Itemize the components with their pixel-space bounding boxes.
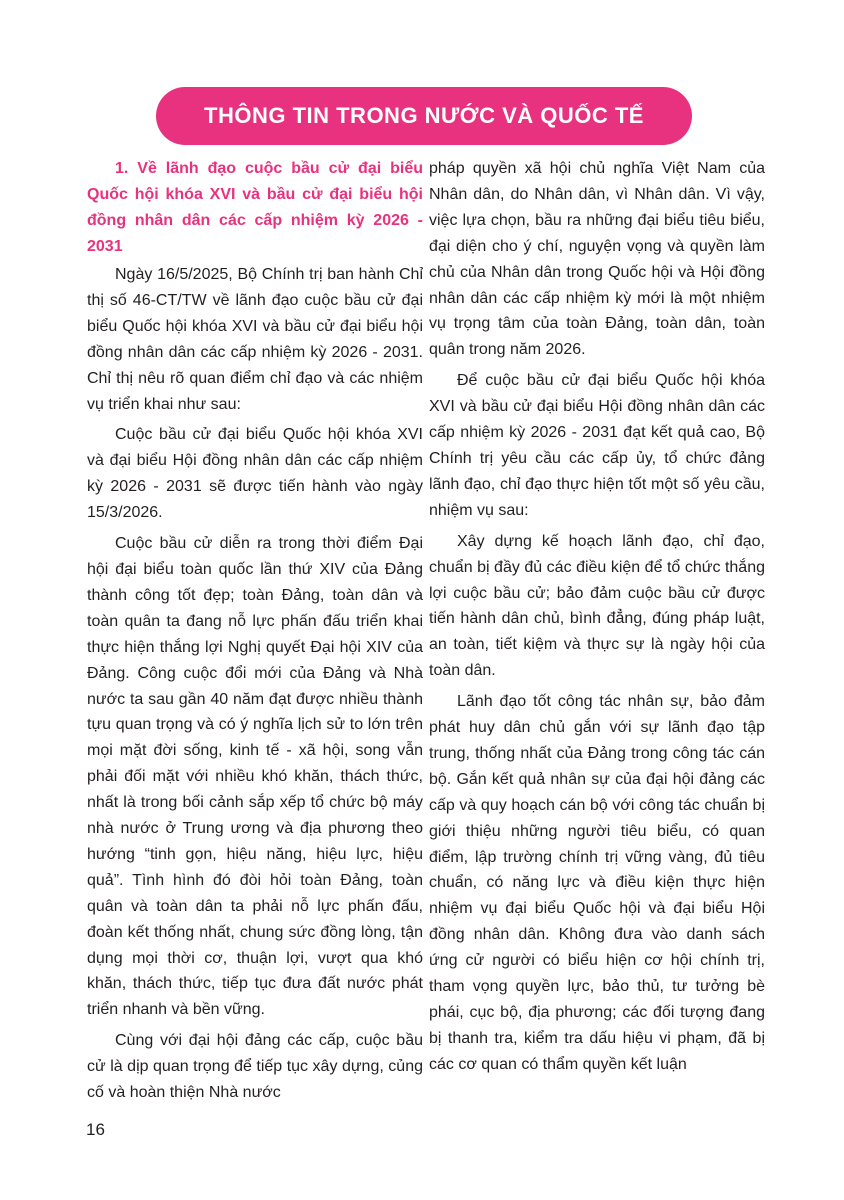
paragraph: Để cuộc bầu cử đại biểu Quốc hội khóa XVI và bầu cử đại biểu Hội đồng nhân dân các cấp nhiệm kỳ 2026 - 2031 đạt kết quả cao, Bộ Chính trị yêu cầu các cấp ủy, tổ chức đảng lãnh đạo, chỉ đạo thực hiện tốt một số yêu cầu, nhiệm vụ sau: [429,372,765,519]
right-column [429,156,765,1083]
paragraph: Cuộc bầu cử đại biểu Quốc hội khóa XVI và đại biểu Hội đồng nhân dân các cấp nhiệm kỳ 2026 - 2031 sẽ được tiến hành vào ngày 15/3/2026. [87,426,423,522]
paragraph: Lãnh đạo tốt công tác nhân sự, bảo đảm phát huy dân chủ gắn với sự lãnh đạo tập trung, thống nhất của Đảng trong công tác cán bộ. Gắn kết quả nhân sự của đại hội đảng các cấp và quy hoạch cán bộ với công tác chuẩn bị giới thiệu những người tiêu biểu, có quan điểm, lập trường chính trị vững vàng, đủ tiêu chuẩn, có năng lực và điều kiện thực hiện nhiệm vụ đại biểu Quốc hội và đại biểu Hội đồng nhân dân. Không đưa vào danh sách ứng cử người có biểu hiện cơ hội chính trị, tham vọng quyền lực, bảo thủ, tư tưởng bè phái, cục bộ, địa phương; các đối tượng đang bị thanh tra, kiểm tra dấu hiệu vi phạm, đã bị các cơ quan có thẩm quyền kết luận [429,693,765,1073]
paragraph: Cùng với đại hội đảng các cấp, cuộc bầu cử là dịp quan trọng để tiếp tục xây dựng, củng cố và hoàn thiện Nhà nước [87,1032,423,1102]
section-banner [156,87,692,145]
page-number: 16 [86,1120,105,1139]
left-column [87,156,423,1111]
paragraph-continuation: pháp quyền xã hội chủ nghĩa Việt Nam của Nhân dân, do Nhân dân, vì Nhân dân. Vì vậy, việc lựa chọn, bầu ra những đại biểu tiêu biểu, đại diện cho ý chí, nguyện vọng và quyền làm chủ của Nhân dân trong Quốc hội và Hội đồng nhân dân các cấp nhiệm kỳ mới là một nhiệm vụ trọng tâm của toàn Đảng, toàn dân, toàn quân trong năm 2026. [429,160,765,359]
paragraph: Xây dựng kế hoạch lãnh đạo, chỉ đạo, chuẩn bị đầy đủ các điều kiện để tổ chức thắng lợi cuộc bầu cử; bảo đảm cuộc bầu cử được tiến hành dân chủ, bình đẳng, đúng pháp luật, an toàn, tiết kiệm và thực sự là ngày hội của toàn dân. [429,532,765,680]
paragraph: Cuộc bầu cử diễn ra trong thời điểm Đại hội đại biểu toàn quốc lần thứ XIV của Đảng thành công tốt đẹp; toàn Đảng, toàn dân và toàn quân ta đang nỗ lực phấn đấu triển khai thực hiện thắng lợi Nghị quyết Đại hội XIV của Đảng. Công cuộc đổi mới của Đảng và Nhà nước ta sau gần 40 năm đạt được nhiều thành tựu quan trọng và có ý nghĩa lịch sử to lớn trên mọi mặt đời sống, kinh tế - xã hội, song vẫn phải đối mặt với nhiều khó khăn, thách thức, nhất là trong bối cảnh sắp xếp tổ chức bộ máy nhà nước ở Trung ương và địa phương theo hướng “tinh gọn, hiệu năng, hiệu lực, hiệu quả”. Tình hình đó đòi hỏi toàn Đảng, toàn quân và toàn dân ta phải nỗ lực phấn đấu, đoàn kết thống nhất, chung sức đồng lòng, tận dụng mọi thời cơ, thuận lợi, vượt qua khó khăn, thách thức, tiếp tục đưa đất nước phát triển nhanh và bền vững. [87,535,423,1019]
paragraph: Ngày 16/5/2025, Bộ Chính trị ban hành Chỉ thị số 46-CT/TW về lãnh đạo cuộc bầu cử đại biểu Quốc hội khóa XVI và bầu cử đại biểu hội đồng nhân dân các cấp nhiệm kỳ 2026 - 2031. Chỉ thị nêu rõ quan điểm chỉ đạo và các nhiệm vụ triển khai như sau: [87,266,423,413]
section-title: THÔNG TIN TRONG NƯỚC VÀ QUỐC TẾ [204,103,644,128]
article-heading: 1. Về lãnh đạo cuộc bầu cử đại biểu Quốc hội khóa XVI và bầu cử đại biểu hội đồng nhân dân các cấp nhiệm kỳ 2026 - 2031 [87,160,423,255]
